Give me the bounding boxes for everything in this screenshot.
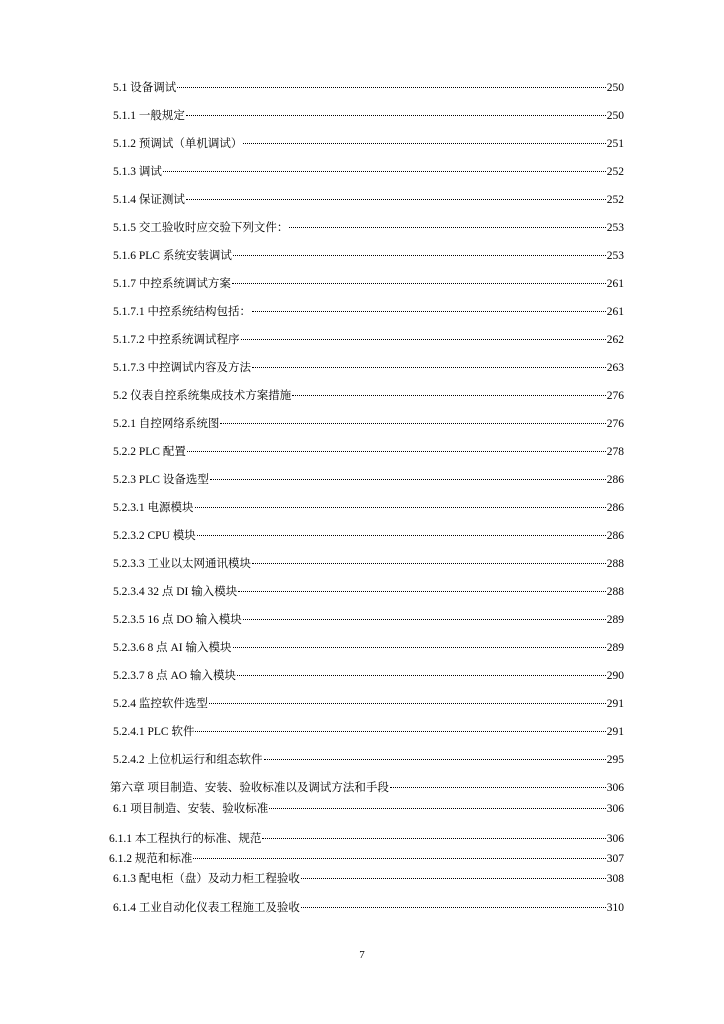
toc-entry-title: 5.2.1 自控网络系统图 — [113, 418, 220, 430]
toc-entry-page: 286 — [606, 474, 624, 486]
toc-entry[interactable] — [113, 304, 624, 320]
dot-leader — [243, 143, 605, 144]
toc-entry-title: 6.1.3 配电柜（盘）及动力柜工程验收 — [113, 873, 300, 885]
toc-entry[interactable] — [113, 752, 624, 768]
toc-entry-title: 5.2.4.1 PLC 软件 — [113, 726, 195, 738]
toc-entry-title: 5.2.3 PLC 设备选型 — [113, 474, 209, 486]
toc-entry[interactable] — [113, 276, 624, 292]
dot-leader — [187, 451, 606, 452]
dot-leader — [269, 808, 606, 809]
toc-entry-page: 251 — [606, 138, 624, 150]
toc-entry-title: 5.2 仪表自控系统集成技术方案措施 — [113, 390, 292, 402]
dot-leader — [193, 858, 605, 859]
dot-leader — [186, 115, 606, 116]
dot-leader — [252, 367, 606, 368]
toc-entry[interactable] — [113, 500, 624, 516]
dot-leader — [220, 423, 605, 424]
toc-entry-page: 253 — [606, 250, 624, 262]
toc-entry-title: 5.1.6 PLC 系统安装调试 — [113, 250, 232, 262]
dot-leader — [390, 787, 606, 788]
toc-entry-page: 261 — [606, 278, 624, 290]
toc-entry-title: 5.1 设备调试 — [113, 82, 177, 94]
toc-entry-page: 252 — [606, 194, 624, 206]
toc-entry-page: 262 — [606, 334, 624, 346]
dot-leader — [301, 907, 606, 908]
toc-entry[interactable] — [113, 220, 624, 236]
toc-entry-title: 5.2.3.3 工业以太网通讯模块 — [113, 558, 251, 570]
toc-entry[interactable] — [113, 612, 624, 628]
dot-leader — [241, 339, 606, 340]
toc-entry[interactable] — [113, 801, 624, 817]
toc-entry-title: 5.2.3.2 CPU 模块 — [113, 530, 196, 542]
dot-leader — [262, 838, 605, 839]
toc-entry-title: 5.2.3.5 16 点 DO 输入模块 — [113, 614, 242, 626]
toc-entry-title: 5.2.3.6 8 点 AI 输入模块 — [113, 642, 232, 654]
toc-entry-chapter[interactable] — [110, 780, 624, 796]
dot-leader — [233, 255, 606, 256]
dot-leader — [177, 87, 606, 88]
toc-entry-title: 6.1 项目制造、安装、验收标准 — [113, 803, 269, 815]
toc-entry-title: 5.1.3 调试 — [113, 166, 162, 178]
dot-leader — [209, 703, 606, 704]
toc-entry-page: 289 — [606, 642, 624, 654]
toc-entry-page: 308 — [606, 873, 624, 885]
toc-entry-page: 306 — [606, 782, 624, 794]
toc-entry[interactable] — [113, 696, 624, 712]
dot-leader — [197, 535, 606, 536]
toc-entry[interactable] — [113, 871, 624, 887]
toc-entry-title: 5.2.3.1 电源模块 — [113, 502, 194, 514]
dot-leader — [163, 171, 606, 172]
toc-entry[interactable] — [109, 851, 624, 867]
dot-leader — [195, 731, 605, 732]
dot-leader — [264, 759, 606, 760]
toc-entry-title: 5.2.4 监控软件选型 — [113, 698, 208, 710]
toc-entry-title: 5.2.3.4 32 点 DI 输入模块 — [113, 586, 238, 598]
toc-entry[interactable] — [113, 528, 624, 544]
toc-entry[interactable] — [113, 136, 624, 152]
toc-entry[interactable] — [113, 444, 624, 460]
toc-entry-page: 250 — [606, 82, 624, 94]
dot-leader — [252, 311, 606, 312]
toc-entry-page: 291 — [606, 726, 624, 738]
dot-leader — [252, 563, 606, 564]
dot-leader — [243, 619, 606, 620]
dot-leader — [232, 283, 606, 284]
toc-entry[interactable] — [109, 831, 624, 847]
toc-entry[interactable] — [113, 248, 624, 264]
toc-entry-title: 5.2.4.2 上位机运行和组态软件 — [113, 754, 263, 766]
toc-entry[interactable] — [113, 416, 624, 432]
toc-entry-page: 288 — [606, 586, 624, 598]
toc-entry-page: 263 — [606, 362, 624, 374]
toc-entry-page: 306 — [606, 803, 624, 815]
toc-entry-page: 295 — [606, 754, 624, 766]
toc-entry-page: 288 — [606, 558, 624, 570]
toc-entry-page: 250 — [606, 110, 624, 122]
toc-entry-title: 5.1.7 中控系统调试方案 — [113, 278, 231, 290]
toc-entry-title: 6.1.2 规范和标准 — [109, 853, 193, 865]
toc-entry-page: 291 — [606, 698, 624, 710]
dot-leader — [301, 878, 606, 879]
toc-entry-page: 307 — [606, 853, 624, 865]
toc-entry[interactable] — [113, 472, 624, 488]
toc-entry[interactable] — [113, 360, 624, 376]
toc-entry-page: 289 — [606, 614, 624, 626]
dot-leader — [237, 675, 606, 676]
toc-entry[interactable] — [113, 640, 624, 656]
toc-entry-page: 290 — [606, 670, 624, 682]
toc-entry-page: 261 — [606, 306, 624, 318]
toc-entry-title: 5.2.3.7 8 点 AO 输入模块 — [113, 670, 236, 682]
toc-entry[interactable] — [113, 80, 624, 96]
toc-entry-page: 286 — [606, 530, 624, 542]
toc-entry[interactable] — [113, 668, 624, 684]
toc-entry-title: 5.1.4 保证测试 — [113, 194, 185, 206]
dot-leader — [238, 591, 605, 592]
toc-entry-page: 252 — [606, 166, 624, 178]
dot-leader — [233, 647, 606, 648]
toc-entry[interactable] — [113, 900, 624, 916]
toc-entry-title: 5.1.1 一般规定 — [113, 110, 185, 122]
toc-entry-title: 5.2.2 PLC 配置 — [113, 446, 186, 458]
dot-leader — [292, 395, 606, 396]
toc-entry-title: 6.1.1 本工程执行的标准、规范 — [109, 833, 262, 845]
dot-leader — [210, 479, 606, 480]
toc-entry[interactable] — [113, 556, 624, 572]
page-number: 7 — [359, 949, 365, 961]
toc-entry-title: 5.1.2 预调试（单机调试） — [113, 138, 243, 150]
toc-entry[interactable] — [113, 388, 624, 404]
toc-entry-title: 5.1.7.2 中控系统调试程序 — [113, 334, 240, 346]
dot-leader — [186, 199, 606, 200]
toc-entry-page: 253 — [606, 222, 624, 234]
toc-entry-title: 第六章 项目制造、安装、验收标准以及调试方法和手段 — [110, 782, 389, 794]
toc-entry-page: 276 — [606, 390, 624, 402]
toc-entry-title: 5.1.7.3 中控调试内容及方法 — [113, 362, 251, 374]
toc-entry[interactable] — [113, 724, 624, 740]
toc-entry[interactable] — [113, 332, 624, 348]
toc-entry-page: 286 — [606, 502, 624, 514]
toc-entry-title: 6.1.4 工业自动化仪表工程施工及验收 — [113, 902, 300, 914]
toc-entry-title: 5.1.7.1 中控系统结构包括： — [113, 306, 251, 318]
toc-entry[interactable] — [113, 164, 624, 180]
toc-entry[interactable] — [113, 192, 624, 208]
toc-entry[interactable] — [113, 584, 624, 600]
toc-entry-page: 310 — [606, 902, 624, 914]
toc-entry-page: 306 — [606, 833, 624, 845]
toc-entry-title: 5.1.5 交工验收时应交验下列文件： — [113, 222, 289, 234]
toc-entry[interactable] — [113, 108, 624, 124]
dot-leader — [289, 227, 605, 228]
toc-entry-page: 278 — [606, 446, 624, 458]
dot-leader — [195, 507, 606, 508]
toc-entry-page: 276 — [606, 418, 624, 430]
